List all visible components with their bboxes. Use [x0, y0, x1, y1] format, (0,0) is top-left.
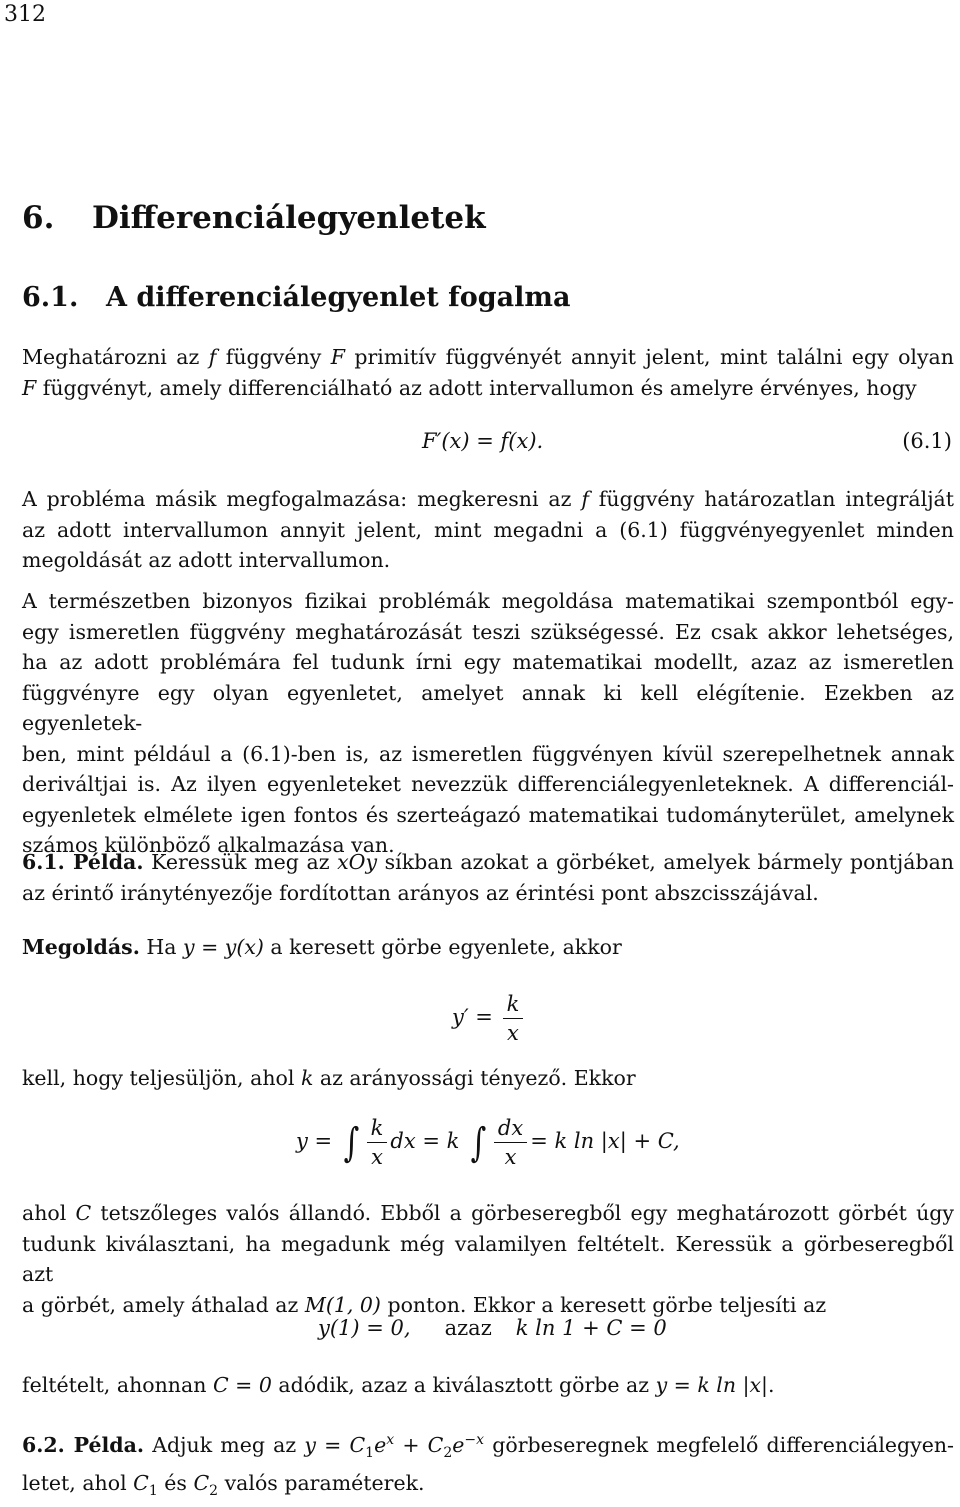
text-line: ahol C tetszőleges valós állandó. Ebből a görbeseregből egy meghatározott görbét úgy [22, 1201, 954, 1225]
text-line: függvényre egy olyan egyenletet, amelyet annak ki kell elégítenie. Ezekben az egyenletek- [22, 680, 954, 735]
text-line: A természetben bizonyos fizikai problémák megoldása matematikai szempontból egy- [22, 589, 954, 613]
example-6-1 [22, 847, 954, 908]
paragraph-reformulation [22, 484, 954, 576]
text-line: számos különböző alkalmazása van. [22, 833, 395, 857]
equation-6-1: F′(x) = f(x). [422, 429, 544, 453]
text-line: ha az adott problémára fel tudunk írni egy matematikai modellt, azaz az ismeretlen [22, 650, 954, 674]
integral-sign: ∫ [470, 1119, 487, 1166]
text-line: letet, ahol $C_1$ és $C_2$ valós paraméterek. [22, 1471, 425, 1500]
chapter-title: Differenciálegyenletek [92, 200, 486, 236]
text-line: deriváltjai is. Az ilyen egyenleteket nevezzük differenciálegyenleteknek. A differenciál- [22, 772, 954, 796]
example-label: 6.2. Példa. [22, 1432, 145, 1457]
equation-integral: y = ∫ $\frac{k}{x}$ dx = k ∫ $\frac{dx}{x}$ = k ln |x| + C, [296, 1116, 680, 1169]
equation-initial-condition: y(1) = 0, azaz k ln 1 + C = 0 [318, 1316, 667, 1340]
section-number: 6.1. [22, 282, 79, 313]
example-label: 6.1. Példa. [22, 850, 144, 874]
example-6-2 [22, 1425, 954, 1507]
text-line: Meghatározni az f függvény F primitív függvényét annyit jelent, mint találni egy olyan [22, 345, 954, 369]
paragraph-particular [22, 1198, 954, 1320]
text-line: egyenletek elmélete igen fontos és szerteágazó matematikai tudományterület, amelynek [22, 802, 954, 827]
chapter-heading [22, 200, 486, 236]
text-line: egy ismeretlen függvény meghatározását teszi szükségessé. Ez csak akkor lehetséges, [22, 619, 954, 644]
text-line: 6.1. Példa. Keressük meg az xOy síkban azokat a görbéket, amelyek bármely pontjában [22, 850, 954, 874]
text-line: ben, mint például a (6.1)-ben is, az ismeretlen függvényen kívül szerepelhetnek annak [22, 741, 954, 766]
text-line: tudunk kiválasztani, ha megadunk még valamilyen feltételt. Keressük a görbeseregből azt [22, 1231, 954, 1286]
equation-derivative: y′ = $\frac{k}{x}$ [452, 990, 526, 1047]
text-line: kell, hogy teljesüljön, ahol k az arányossági tényező. Ekkor [22, 1066, 636, 1090]
section-title: A differenciálegyenlet fogalma [106, 282, 571, 313]
section-heading [22, 282, 570, 313]
text-line: az adott intervallumon annyit jelent, mint megadni a (6.1) függvényegyenlet minden [22, 517, 954, 542]
text-line: az érintő iránytényezője fordítottan arányos az érintési pont abszcisszájával. [22, 880, 819, 905]
text-line: feltételt, ahonnan C = 0 adódik, azaz a kiválasztott görbe az y = k ln |x|. [22, 1373, 775, 1397]
text-line: 6.2. Példa. Adjuk meg az $y = C_1e^x + C_2e^{-x}$ görbeseregnek megfelelő differenciálegyen- [22, 1432, 954, 1461]
text-line: A probléma másik megfogalmazása: megkeresni az f függvény határozatlan integrálját [22, 487, 955, 511]
solution-label: Megoldás. [22, 935, 140, 959]
text-line: megoldását az adott intervallumon. [22, 548, 391, 572]
text-line: a görbét, amely áthalad az M(1, 0) ponton. Ekkor a keresett görbe teljesíti az [22, 1292, 827, 1317]
page-number: 312 [4, 2, 46, 27]
solution-intro [22, 932, 954, 963]
text-line: Megoldás. Ha y = y(x) a keresett görbe egyenlete, akkor [22, 935, 622, 959]
fraction: $\frac{k}{x}$ [503, 990, 524, 1047]
paragraph-result [22, 1370, 954, 1401]
integral-sign: ∫ [343, 1119, 360, 1166]
fraction: $\frac{dx}{x}$ [494, 1114, 527, 1171]
equation-label: (6.1) [902, 429, 952, 453]
text-line: F függvényt, amely differenciálható az adott intervallumon és amelyre érvényes, hogy [22, 375, 917, 400]
fraction: $\frac{k}{x}$ [367, 1114, 388, 1171]
paragraph-motivation [22, 586, 954, 861]
paragraph-intro [22, 342, 954, 403]
paragraph-condition [22, 1063, 954, 1094]
chapter-number: 6. [22, 200, 55, 236]
